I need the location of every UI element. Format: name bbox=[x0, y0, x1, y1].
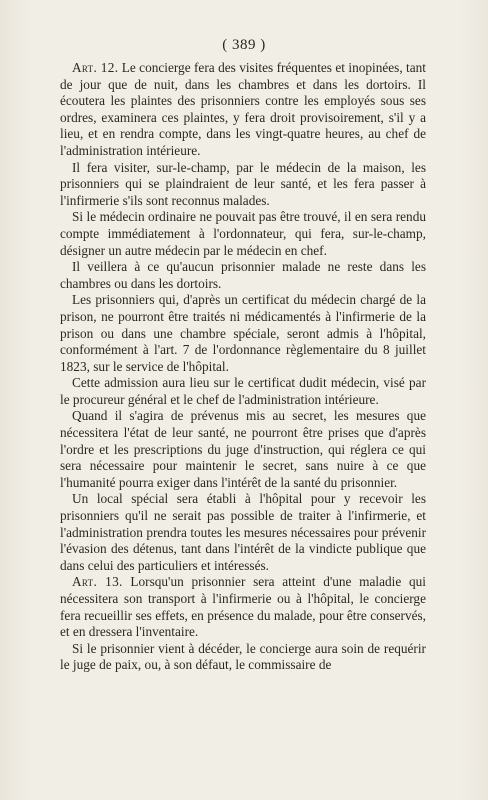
paragraph-text: Si le prisonnier vient à décéder, le concierge aura soin de requérir le juge de paix, ou, à son défaut, le commissaire de bbox=[60, 640, 426, 673]
paragraph-art-13 bbox=[60, 574, 426, 640]
paragraph-text: Il fera visiter, sur-le-champ, par le médecin de la maison, les prisonniers qui se plaindraient de leur santé, et les fera passer à l'infirmerie s'ils sont reconnus malades. bbox=[60, 159, 426, 208]
paragraph-art-12 bbox=[60, 60, 426, 160]
paragraph bbox=[60, 292, 426, 375]
paragraph-text: Lorsqu'un prisonnier sera atteint d'une maladie qui nécessitera son transport à l'infirmerie ou à l'hôpital, le concierge fera recueillir ses effets, en présence du malade, pour être conservés, et en dressera l'inventaire. bbox=[60, 574, 426, 640]
article-text-block bbox=[60, 60, 426, 674]
paragraph bbox=[60, 641, 426, 674]
paragraph-text: Il veillera à ce qu'aucun prisonnier malade ne reste dans les chambres ou dans les dortoirs. bbox=[60, 259, 426, 291]
article-label: Art. 13. bbox=[72, 574, 123, 590]
paragraph bbox=[60, 160, 426, 210]
paragraph-text: Le concierge fera des visites fréquentes et inopinées, tant de jour que de nuit, dans les chambres et dans les dortoirs. Il écoutera les plaintes des prisonniers contre les employés sous ses ordres, examinera ces plaintes, y fera droit provisoirement, s'il y a lieu, et en rendra compte, dans les vingt-quatre heures, au chef de l'administration intérieure. bbox=[60, 60, 426, 158]
paragraph bbox=[60, 408, 426, 491]
paragraph-text: Un local spécial sera établi à l'hôpital pour y recevoir les prisonniers qu'il ne serait pas possible de traiter à l'infirmerie, et l'administration prendra toutes les mesures nécessaires pour prévenir l'évasion des détenus, tant dans l'intérêt de la vindicte publique que dans celui des particuliers et intéressés. bbox=[60, 491, 426, 573]
paragraph bbox=[60, 491, 426, 574]
paragraph-text: Cette admission aura lieu sur le certificat dudit médecin, visé par le procureur général et le chef de l'administration intérieure. bbox=[60, 375, 426, 407]
page-number: ( 389 ) bbox=[222, 37, 266, 53]
paragraph bbox=[60, 375, 426, 408]
paragraph bbox=[60, 209, 426, 259]
article-label: Art. 12. bbox=[72, 60, 119, 75]
paragraph-text: Quand il s'agira de prévenus mis au secret, les mesures que nécessitera l'état de leur santé, ne pourront être prises que d'après l'ordre et les prescriptions du juge d'instruction, qui réglera ce qui sera nécessaire pour maintenir le secret, sans nuire à ce que l'humanité pourra exiger dans l'intérêt de la santé du prisonnier. bbox=[60, 408, 426, 490]
paragraph-text: Si le médecin ordinaire ne pouvait pas être trouvé, il en sera rendu compte immédiatement à l'ordonnateur, qui fera, sur-le-champ, désigner un autre médecin par le médecin en chef. bbox=[60, 209, 426, 258]
paragraph-text: Les prisonniers qui, d'après un certificat du médecin chargé de la prison, ne pourront être traités ni médicamentés à l'infirmerie de la prison ou dans une chambre spéciale, seront admis à l'hôpital, conformément à l'art. 7 de l'ordonnance règlementaire du 8 juillet 1823, sur le service de l'hôpital. bbox=[60, 292, 426, 374]
paragraph bbox=[60, 259, 426, 292]
